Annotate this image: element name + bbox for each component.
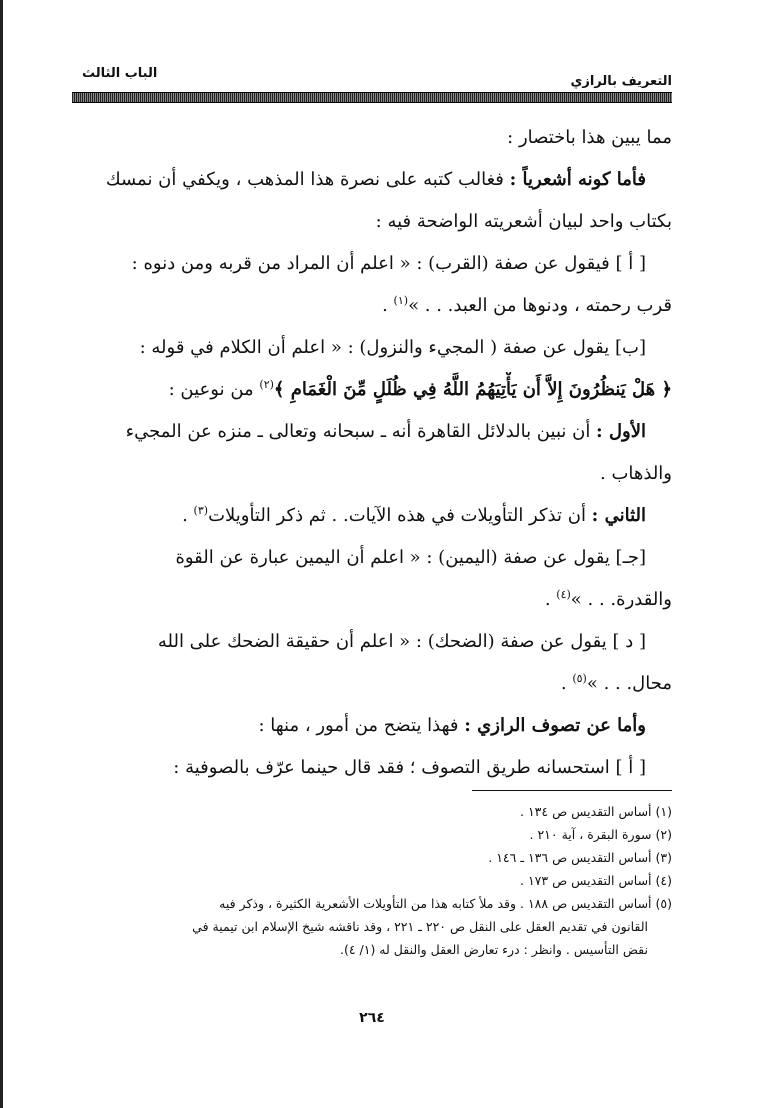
paragraph-ashari-cont	[72, 204, 672, 240]
text-line: [ د ] يقول عن صفة (الضحك) : « اعلم أن حقيقة الضحك على الله	[157, 631, 646, 652]
footnote-ref[interactable]: (٤)	[556, 588, 571, 601]
text-line: [جـ] يقول عن صفة (اليمين) : « اعلم أن اليمين عبارة عن القوة	[175, 547, 646, 568]
footnote-item	[72, 869, 672, 892]
paragraph-majee-cont	[72, 372, 672, 408]
paragraph-yameen	[72, 540, 672, 576]
paragraph-qurb	[72, 246, 672, 282]
footnote-ref[interactable]: (٢)	[259, 378, 274, 391]
paragraph-lead: فأما كونه أشعرياً :	[509, 169, 646, 190]
footnote-item	[72, 800, 672, 823]
text-run: قرب رحمته ، ودنوها من العبد. . . »	[408, 295, 672, 316]
text-line	[72, 372, 672, 408]
text-line	[72, 582, 672, 618]
footnote-text: أساس التقديس ص ١٣٦ ـ ١٤٦ .	[488, 850, 652, 865]
footnote-continuation: نقض التأسيس . وانظر : درء تعارض العقل والنقل له (١/ ٤).	[339, 942, 648, 957]
text-run: فغالب كتبه على نصرة هذا المذهب ، ويكفي أن نمسك	[105, 169, 510, 190]
footnote-ref[interactable]: (٣)	[193, 504, 209, 517]
text-line	[72, 708, 646, 744]
footnote-ref[interactable]: (٥)	[572, 672, 587, 685]
paragraph-first-cont	[72, 456, 672, 492]
body-text	[72, 120, 672, 792]
paragraph-yameen-cont	[72, 582, 672, 618]
text-run: من نوعين :	[168, 379, 260, 400]
text-line	[72, 666, 672, 702]
footnote-item	[72, 846, 672, 869]
text-line: [ب] يقول عن صفة ( المجيء والنزول) : « اعلم أن الكلام في قوله :	[139, 337, 646, 358]
paragraph-first	[72, 414, 672, 450]
paragraph-ashari	[72, 162, 672, 198]
footnote-number: (٤)	[655, 873, 672, 888]
text-line: [ أ ] استحسانه طريق التصوف ؛ فقد قال حينما عرّف بالصوفية :	[173, 757, 646, 778]
header-rule	[72, 92, 672, 103]
running-head	[72, 66, 672, 88]
text-line: والذهاب .	[600, 463, 672, 484]
footnote-text: سورة البقرة ، آية ٢١٠ .	[529, 827, 652, 842]
footnote-number: (٣)	[655, 850, 672, 865]
paragraph-lead: وأما عن تصوف الرازي :	[464, 715, 646, 736]
footnote-text: أساس التقديس ص ١٨٨ . وقد ملأ كتابه هذا من التأويلات الأشعرية الكثيرة ، وذكر فيه	[219, 896, 652, 911]
footnote-continuation: القانون في تقديم العقل على النقل ص ٢٢٠ ـ ٢٢١ ، وقد ناقشه شيخ الإسلام ابن تيمية في	[192, 919, 648, 934]
footnote-rule	[472, 790, 672, 791]
text-line	[72, 498, 646, 534]
text-run: .	[382, 295, 394, 316]
book-title: التعريف بالرازي	[570, 74, 672, 89]
text-run: أن نبين بالدلائل القاهرة أنه ـ سبحانه وتعالى ـ منزه عن المجيء	[125, 421, 597, 442]
text-line	[72, 162, 646, 198]
paragraph-second	[72, 498, 672, 534]
footnote-item	[72, 823, 672, 846]
footnote-number: (٢)	[655, 827, 672, 842]
text-run: أن تذكر التأويلات في هذه الآيات. . ثم ذكر التأويلات	[208, 505, 592, 526]
paragraph-tasawwuf	[72, 708, 672, 744]
footnote-text: أساس التقديس ص ١٣٤ .	[520, 804, 652, 819]
chapter-title: الباب الثالث	[82, 66, 158, 81]
footnote-number: (١)	[655, 804, 672, 819]
footnote-ref[interactable]: (١)	[393, 294, 409, 307]
paragraph-majee	[72, 330, 672, 366]
footnote-item	[72, 892, 672, 915]
paragraph-lead: الثاني :	[591, 505, 646, 526]
text-run: .	[560, 673, 573, 694]
paragraph-intro	[72, 120, 672, 156]
text-run: والقدرة. . . »	[570, 589, 672, 610]
quran-verse: ﴿ هَلْ يَنظُرُونَ إِلاَّ أَن يَأْتِيَهُمُ اللَّهُ فِي ظُلَلٍ مِّنَ الْغَمَامِ ﴾	[273, 379, 672, 400]
page-left-border	[0, 0, 3, 1108]
text-line	[72, 414, 646, 450]
footnotes	[72, 800, 672, 961]
text-run: .	[544, 589, 557, 610]
paragraph-qurb-cont	[72, 288, 672, 324]
text-line: مما يبين هذا باختصار :	[507, 127, 672, 148]
paragraph-istihsan	[72, 750, 672, 786]
paragraph-dahik	[72, 624, 672, 660]
footnote-text: أساس التقديس ص ١٧٣ .	[520, 873, 652, 888]
text-run: محال. . . »	[586, 673, 672, 694]
page-number: ٢٦٤	[359, 1010, 385, 1026]
paragraph-dahik-cont	[72, 666, 672, 702]
paragraph-lead: الأول :	[596, 421, 646, 442]
footnote-number: (٥)	[655, 896, 672, 911]
text-run: فهذا يتضح من أمور ، منها :	[258, 715, 465, 736]
text-line: بكتاب واحد لبيان أشعريته الواضحة فيه :	[375, 211, 672, 232]
text-run: .	[182, 505, 194, 526]
text-line	[72, 288, 672, 324]
document-page	[72, 0, 672, 1108]
text-line: [ أ ] فيقول عن صفة (القرب) : « اعلم أن المراد من قربه ومن دنوه :	[131, 253, 646, 274]
